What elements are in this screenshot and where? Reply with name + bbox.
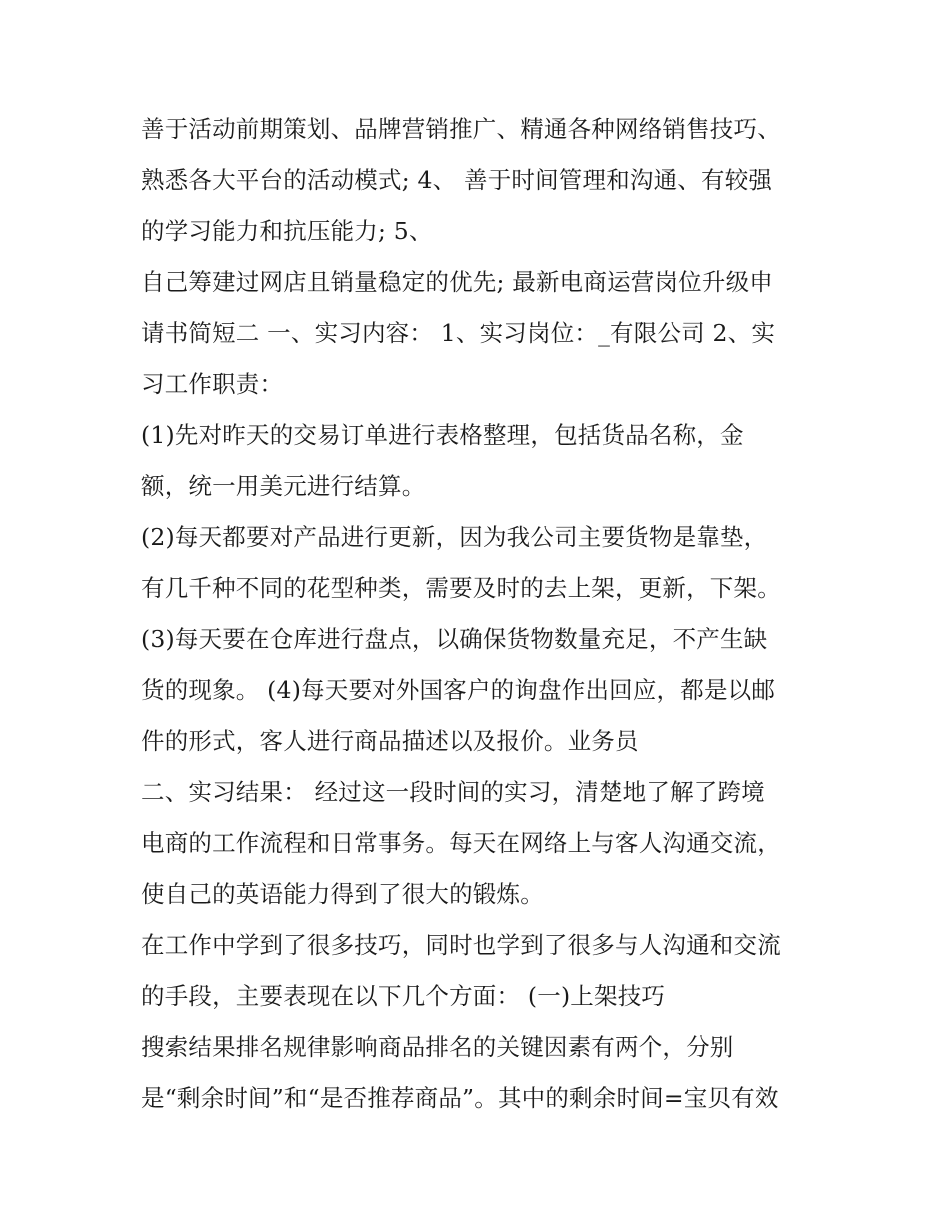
text-line: 额，统一用美元进行结算。	[141, 472, 426, 500]
text-line: 使自己的英语能力得到了很大的锻炼。	[141, 880, 544, 908]
text-line: 电商的工作流程和日常事务。每天在网络上与客人沟通交流，	[141, 829, 781, 857]
text-line: 是“剩余时间”和“是否推荐商品”。其中的剩余时间=宝贝有效	[141, 1084, 779, 1112]
text-line: 货的现象。 (4)每天要对外国客户的询盘作出回应，都是以邮	[141, 676, 776, 704]
text-line: 熟悉各大平台的活动模式; 4、 善于时间管理和沟通、有较强	[141, 166, 773, 194]
text-line: 的手段，主要表现在以下几个方面： (一)上架技巧	[141, 982, 666, 1010]
text-line: 搜索结果排名规律影响商品排名的关键因素有两个，分别	[141, 1033, 734, 1061]
document-body	[141, 104, 821, 1124]
text-line: 二、实习结果： 经过这一段时间的实习，清楚地了解了跨境	[141, 778, 765, 806]
text-line: 请书简短二 一、实习内容： 1、实习岗位：_有限公司 2、实	[141, 319, 776, 347]
text-line: 有几千种不同的花型种类，需要及时的去上架，更新，下架。	[141, 574, 781, 602]
text-line: 在工作中学到了很多技巧，同时也学到了很多与人沟通和交流	[141, 931, 781, 959]
text-line: (1)先对昨天的交易订单进行表格整理，包括货品名称，金	[141, 421, 744, 449]
text-line: 善于活动前期策划、品牌营销推广、精通各种网络销售技巧、	[141, 115, 781, 143]
text-line: (3)每天要在仓库进行盘点，以确保货物数量充足，不产生缺	[141, 625, 768, 653]
text-line: 自己筹建过网店且销量稳定的优先; 最新电商运营岗位升级申	[141, 268, 773, 296]
text-line: 习工作职责：	[141, 370, 284, 398]
text-line: (2)每天都要对产品进行更新，因为我公司主要货物是靠垫，	[141, 523, 768, 551]
text-line: 件的形式，客人进行商品描述以及报价。业务员	[141, 727, 639, 755]
text-line: 的学习能力和抗压能力; 5、	[141, 217, 433, 245]
